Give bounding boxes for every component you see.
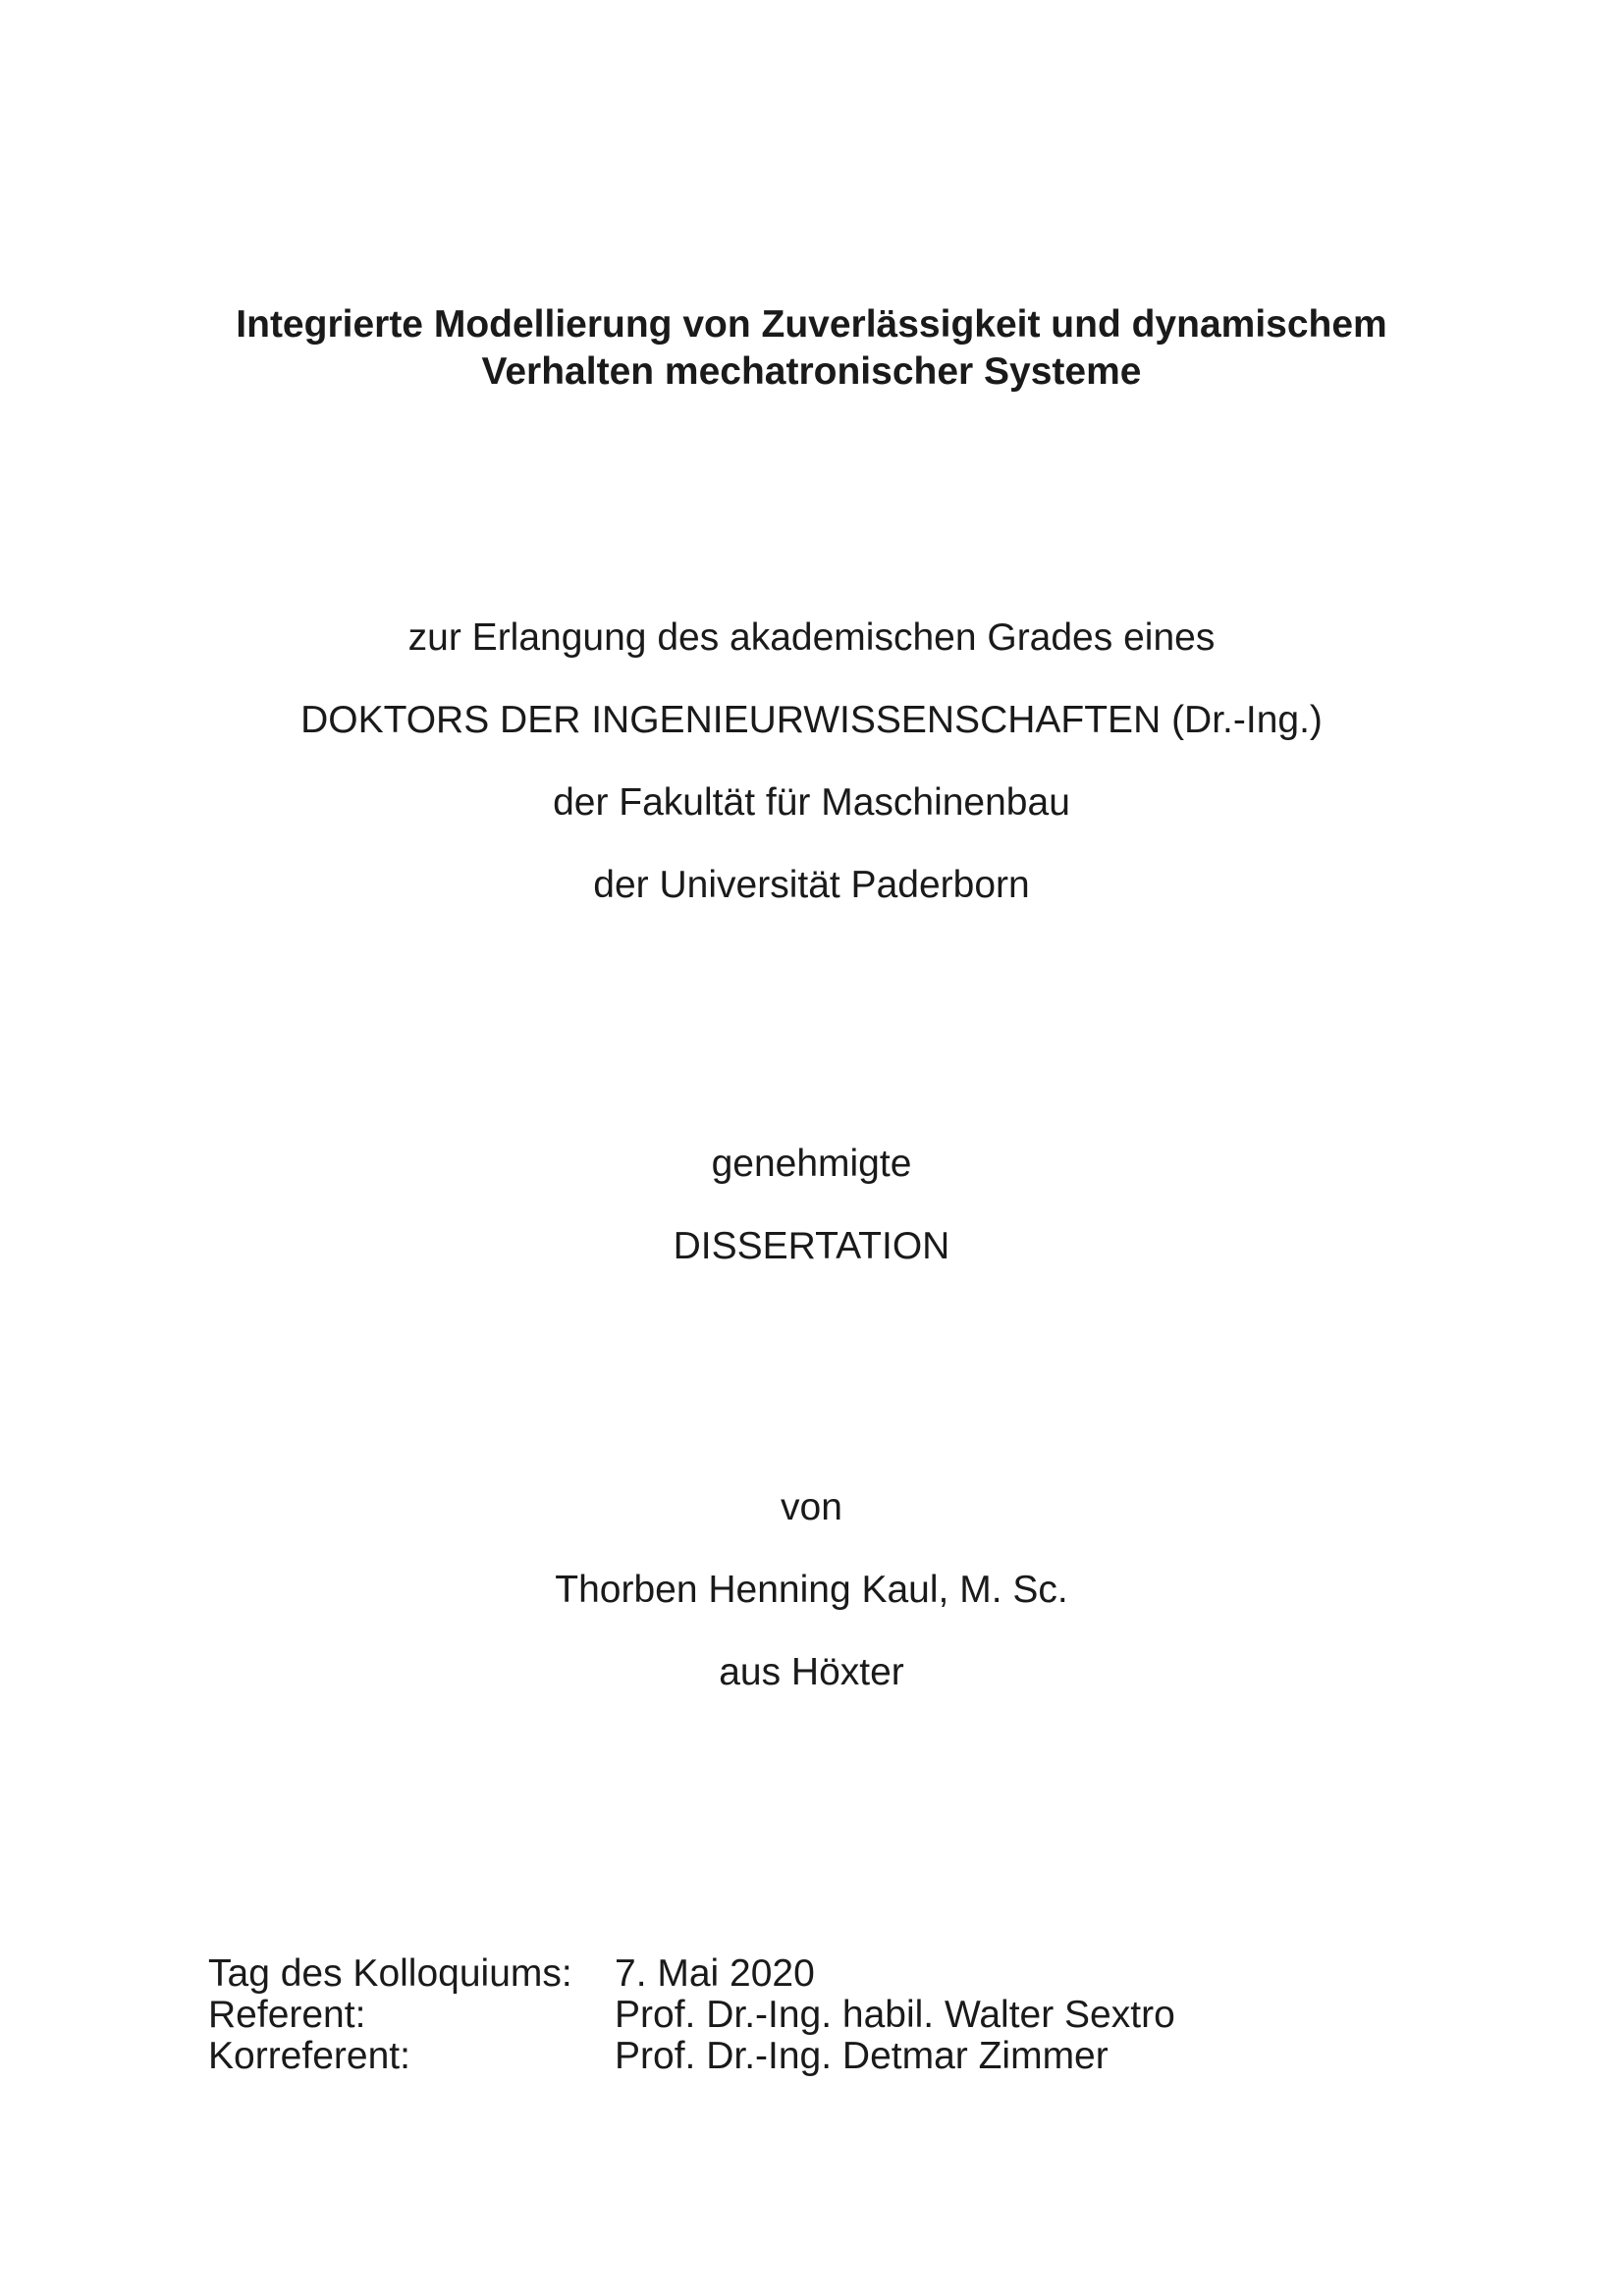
korreferent-value: Prof. Dr.-Ing. Detmar Zimmer (615, 2035, 1109, 2077)
korreferent-label: Korreferent: (208, 2035, 410, 2077)
colloquium-date-value: 7. Mai 2020 (615, 1952, 815, 1995)
referent-value: Prof. Dr.-Ing. habil. Walter Sextro (615, 1994, 1175, 2036)
colloquium-date-label: Tag des Kolloquiums: (208, 1952, 572, 1995)
title-line-1: Integrierte Modellierung von Zuverlässigkeit und dynamischem (236, 303, 1387, 346)
by-line: von (781, 1486, 842, 1528)
degree-purpose-line: zur Erlangung des akademischen Grades eines (407, 616, 1216, 659)
dissertation-label: DISSERTATION (673, 1225, 950, 1267)
faculty-line: der Fakultät für Maschinenbau (553, 781, 1070, 824)
author-origin: aus Höxter (719, 1651, 904, 1693)
korreferent-row (208, 2036, 1175, 2077)
title-line-2: Verhalten mechatronischer Systeme (481, 350, 1142, 393)
referent-row (208, 1995, 1175, 2036)
colloquium-date-row (208, 1953, 1175, 1995)
colloquium-details (208, 1953, 1175, 2077)
author-name: Thorben Henning Kaul, M. Sc. (555, 1569, 1068, 1611)
referent-label: Referent: (208, 1994, 366, 2036)
approved-line: genehmigte (711, 1143, 912, 1185)
dissertation-title (0, 301, 1623, 396)
university-line: der Universität Paderborn (593, 864, 1030, 906)
degree-name-line: DOKTORS DER INGENIEURWISSENSCHAFTEN (Dr.-Ing.) (300, 699, 1323, 741)
